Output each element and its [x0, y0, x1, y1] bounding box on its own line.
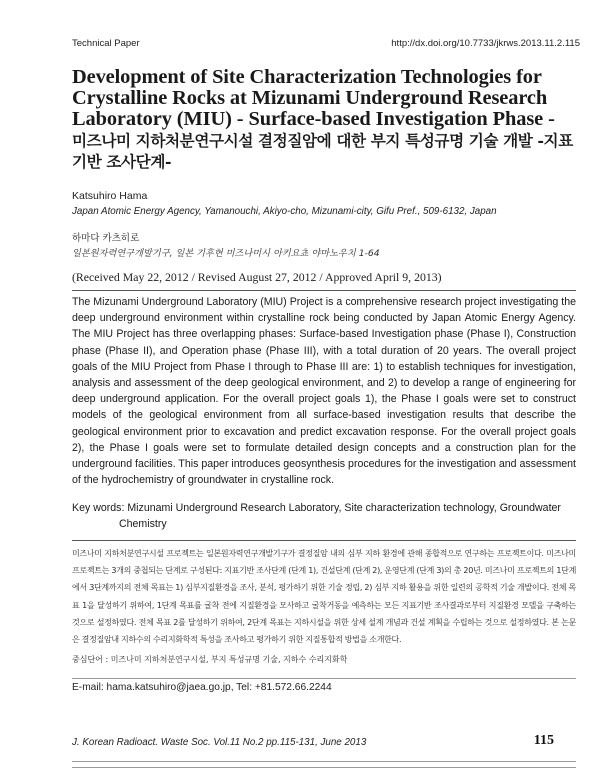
author-name-english: Katsuhiro Hama: [72, 190, 148, 202]
contact-email[interactable]: E-mail: hama.katsuhiro@jaea.go.jp, Tel: +81.572.66.2244: [72, 682, 332, 693]
divider-top: [72, 290, 576, 291]
received-dates: (Received May 22, 2012 / Revised August 27, 2012 / Approved April 9, 2013): [72, 270, 442, 284]
footer-rule-lower: [72, 767, 576, 768]
page-number: 115: [533, 733, 554, 748]
keywords-english: Key words: Mizunami Underground Research Laboratory, Site characterization technology, Groundwater Chemistry: [72, 502, 561, 530]
title-korean: 미즈나미 지하처분연구시설 결정질암에 대한 부지 특성규명 기술 개발 -지표기반 조사단계-: [72, 131, 573, 171]
doi-link[interactable]: http://dx.doi.org/10.7733/jkrws.2013.11.2.115: [391, 38, 580, 49]
footer-rule-upper: [72, 761, 576, 762]
author-name-korean: 하마다 카츠히로: [72, 233, 140, 244]
abstract-english: The Mizunami Underground Laboratory (MIU) Project is a comprehensive research project investigating the deep underground environment within crystalline rock being conducted by Japan Atomic Energy Agency. The MIU Project has three overlapping phases: Surface-based Investigation phase (Phase I), Construction phase (Phase II), and Operation phase (Phase III), with a total duration of 20 years. The overall project goals of the MIU Project from Phase I through to Phase III are: 1) to establish techniques for investigation, analysis and assessment of the deep geological environment, and 2) to develop a range of engineering for deep underground application. For the overall project goals 1), the Phase I goals were set to construct models of the geological environment from all surface-based investigation results that describe the geological environment prior to excavation and predict excavation response. For the overall project goals 2), the Phase I goals were set to formulate detailed design concepts and a construction plan for the underground facilities. This paper introduces geosynthesis procedures for the investigation and assessment of the hydrochemistry of groundwater in crystalline rock.: [72, 296, 576, 487]
journal-citation: J. Korean Radioact. Waste Soc. Vol.11 No.2 pp.115-131, June 2013: [72, 737, 367, 748]
affiliation-english: Japan Atomic Energy Agency, Yamanouchi, Akiyo-cho, Mizunami-city, Gifu Pref., 509-6132, Japan: [72, 206, 497, 217]
section-label: Technical Paper: [72, 38, 140, 49]
title-english: Development of Site Characterization Technologies for Crystalline Rocks at Mizunami Underground Research Laboratory (MIU) - Surface-based Investigation Phase -: [72, 66, 555, 130]
abstract-korean: 미즈나미 지하처분연구시설 프로젝트는 일본원자력연구개발기구가 결정질암 내의 심부 지하 환경에 관해 종합적으로 연구하는 프로젝트이다. 미즈나미 프로젝트는 3개의 중첩되는 단계로 구성된다: 지표기반 조사단계 (단계 1), 건설단계 (단계 2), 운영단계 (단계 3)의 총 20년. 미즈나미 프로젝트의 1단계에서 3단계까지의 전체 목표는 1) 심부지질환경을 조사, 분석, 평가하기 위한 기술 정립, 2) 심부 지하 활용을 위한 일련의 공학적 기술 개발이다. 전체 목표 1을 달성하기 위하여, 1단계 목표를 굴착 전에 지질환경을 모사하고 굴착거동을 예측하는 모든 지표기반 조사결과로부터 지질환경 모델을 구축하는 것으로 설정하였다. 전체 목표 2를 달성하기 위하여, 2단계 목표는 지하시설을 위한 상세 설계 개념과 건설 계획을 수립하는 것으로 설정하였다. 본 논문은 결정질암내 지하수의 수리지화학적 특성을 조사하고 평가하기 위한 지질통합적 방법을 소개한다.: [72, 549, 576, 645]
affiliation-korean: 일본원자력연구개발기구, 일본 기후현 미즈나미시 아키요쵸 야마노우치 1-64: [72, 248, 380, 259]
divider-middle: [72, 540, 576, 541]
divider-email: [72, 678, 576, 679]
keywords-korean: 중심단어 : 미즈나미 지하처분연구시설, 부지 특성규명 기술, 지하수 수리지화학: [72, 655, 348, 664]
